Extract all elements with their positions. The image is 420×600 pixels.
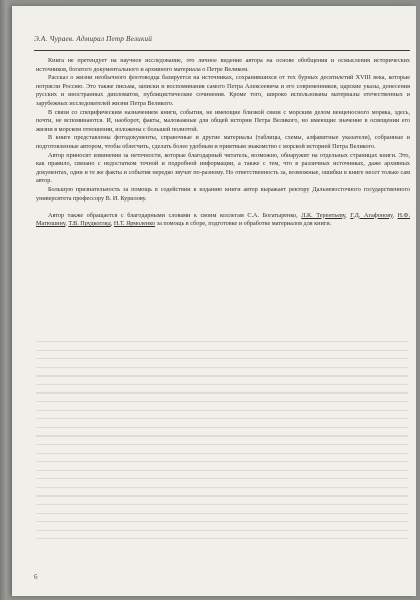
ack-separator: ,	[345, 211, 351, 219]
page-number: 6	[34, 573, 38, 581]
ack-separator: ,	[110, 220, 114, 228]
paragraph-apology: Автор приносит извинения за неточности, которые благодарный читатель, возможно, обнаружит на отдельных страницах книги. Это, как правило, связано с недостатком точной и подробной информации, а также с тем, что в различных источниках, даже архивных документах, одни и те же факты и события нередко звучат по-разному. Но ответственность за, возможные, ошибки в книге несет только сам автор.	[36, 151, 410, 185]
ack-separator: ,	[392, 211, 398, 219]
paragraph-sources: Рассказ о жизни необычного флотоводца базируется на источниках, сохранившихся от тех бурных десятилетий XVIII века, которые потрясли Россию. Это также письма, записки и воспоминания самого Петра Алексеевича и его современников, царские указы, донесения русских и иностранных дипломатов, публицистические сочинения. Кроме того, широко использованы материалы отечественных и зарубежных исследователей жизни Петра Великого.	[36, 74, 410, 107]
paragraph-gratitude-rector: Большую признательность за помощь в содействии к изданию книги автор выражает ректору Дальневосточного государственного университета профессору В. И. Курилову.	[36, 185, 410, 202]
paragraph-intro: Книга не претендует на научное исследование, это личное видение автора на основе обобщения и осмысления исторических источников, богатого документального и архивного материала о Петре Великом.	[36, 57, 410, 73]
ack-separator: ,	[65, 220, 69, 228]
paragraph-acknowledgements	[36, 212, 410, 229]
paragraph-materials: В книге представлены фотодокументы, справочные и другие материалы (таблицы, схемы, алфавитные указатели), собранные и подготовленные автором, чтобы облегчить, сделать более удобным и приятным знакомство с морской историей Петра Великого.	[36, 134, 410, 150]
ack-name: Г.Д. Агафонову	[350, 211, 393, 219]
page-body	[36, 57, 410, 229]
ack-name: Н.Ф. Матюшину	[36, 211, 410, 228]
show-through-text	[36, 341, 408, 561]
ack-name: Н.Т. Ярмоленко	[113, 220, 156, 228]
book-page	[12, 6, 416, 596]
paragraph-scope: В связи со специфическим назначением книги, события, не имеющие близкой связи с морским делом венценосного моряка, здесь, почти, не вспоминаются. И, наоборот, факты, маловажные для общей истории Петра Великого, но имеющие значение в освещении его жизни в морском отношении, изложены с большей полнотой.	[36, 108, 410, 133]
running-header: Э.А. Чураев. Адмирал Петр Великий	[34, 35, 153, 43]
ack-name: Т.В. Прудкогляд	[68, 220, 111, 228]
ack-end-text: за помощь в сборе, подготовке и обработке материалов для книги.	[155, 220, 332, 228]
ack-name: Л.К. Терентьеву	[301, 211, 346, 219]
ack-start-text: Автор также обращается с благодарными словами к своим коллегам С.А. Богатыренко,	[48, 211, 302, 219]
header-rule	[34, 50, 410, 51]
